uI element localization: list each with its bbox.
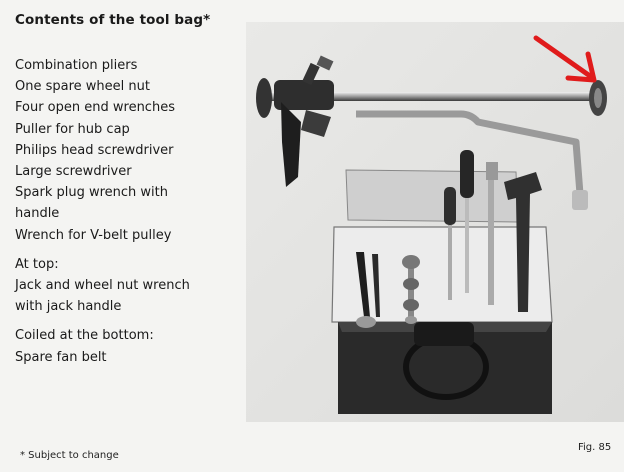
figure-label: Fig. 85 (578, 442, 612, 453)
list-item: handle (15, 206, 60, 222)
list-item: Four open end wrenches (15, 100, 175, 116)
list-item: Spare fan belt (15, 349, 107, 365)
list-item: Wrench for V-belt pulley (15, 227, 172, 243)
list-item: Large screwdriver (15, 164, 132, 180)
list-item: Jack and wheel nut wrench (15, 278, 190, 294)
tool-roll-bag (332, 150, 552, 414)
list-item: Spark plug wrench with (15, 185, 168, 201)
list-item: One spare wheel nut (15, 79, 150, 95)
list-item: Puller for hub cap (15, 121, 130, 137)
list-item: Philips head screwdriver (15, 142, 174, 158)
page-title: Contents of the tool bag* (15, 12, 211, 28)
footnote: * Subject to change (20, 450, 119, 461)
tool-list (15, 55, 225, 368)
annotation-arrow-icon (528, 30, 608, 90)
list-item: Combination pliers (15, 58, 138, 73)
section-heading-at-top: At top: (15, 256, 59, 272)
list-item: with jack handle (15, 299, 122, 315)
section-heading-coiled: Coiled at the bottom: (15, 328, 154, 344)
